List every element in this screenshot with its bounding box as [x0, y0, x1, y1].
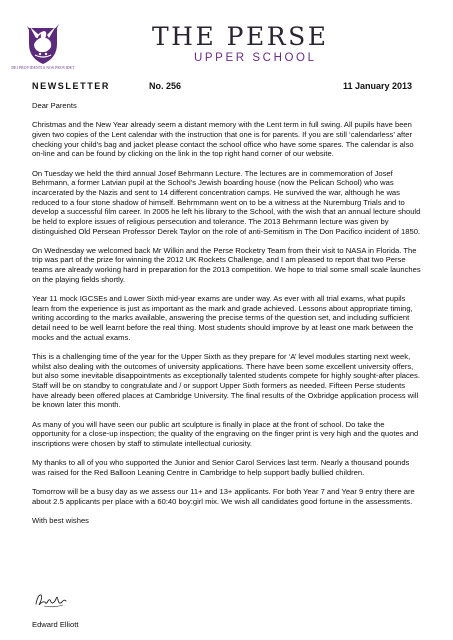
closing: With best wishes	[32, 516, 89, 526]
paragraph-mock-exams: Year 11 mock IGCSEs and Lower Sixth mid-year exams are under way. As ever with all trial exams, what pupils learn from the experience is just as important as the mark and grade achieved. Lessons about appropriate timing, writing according to the marks available, answering the precise terms of the question set, and including sufficient detail need to be well learnt before the real thing. Most students should improve by at least one mark between the mocks and the actual exams.	[32, 294, 414, 342]
paragraph-behrmann-lecture: On Tuesday we held the third annual Josef Behrmann Lecture. The lectures are in commemoration of Josef Behrmann, a former Latvian pupil at the School’s Jewish boarding house (now the Pelican School) who was incarcerated by the Nazis and sent to 14 different concentration camps. He survived the war, although he was reduced to a four stone shadow of himself. Behrmmann went on to be a witness at the Nuremburg Trials and to develop a successful film career. In 2005 he left his library to the School, with the wish that an annual lecture should be held to explore issues of religious persecution and tolerance. The 2013 Behrmann lecture was given by distinguished Old Persean Professor Derek Taylor on the role of anti-Semitism in The Don Pacifico incident of 1850.	[32, 168, 421, 236]
paragraph-sculpture: As many of you will have seen our public art sculpture is finally in place at the front of school. Do take the opportunity for a close-up inspection; the quality of the engraving on the finger print is very high and the quotes and inscriptions were chosen by staff to stimulate intellectual curiosity.	[32, 419, 419, 448]
paragraph-carol-services: My thanks to all of you who supported the Junior and Senior Carol Services last term. Nearly a thousand pounds was raised for the Red Balloon Leaning Centre in Cambridge to help support badly bullied children.	[32, 458, 410, 477]
paragraph-calendar: Christmas and the New Year already seem a distant memory with the Lent term in full swing. All pupils have been given two copies of the Lent calendar with the instruction that one is for parents. If you are still ‘calendarless’ after checking your child’s bag and jacket please contact the school office who have some spares. The calendar is also on-line and can be found by clicking on the link in the top right hand corner of our website.	[32, 120, 414, 159]
salutation: Dear Parents	[32, 101, 77, 110]
school-name: THE PERSE	[152, 22, 329, 51]
pelican-crest-icon	[22, 14, 64, 66]
newsletter-number: No. 256	[149, 81, 182, 91]
newsletter-info-line	[32, 81, 412, 93]
signatory-name: Edward Elliott	[32, 620, 79, 629]
crest-motto: DEI PROVIDENTIA NOS PROVIDET	[11, 66, 75, 70]
school-subtitle: UPPER SCHOOL	[194, 52, 317, 64]
signature	[33, 590, 69, 610]
paragraph-upper-sixth: This is a challenging time of the year for the Upper Sixth as they prepare for ‘A’ level modules starting next week, whilst also dealing with the outcomes of university applications. There have been some excellent university offers, but also some inevitable disappointments as exceptionally talented students compete for highly sought-after places. Staff will be on standby to congratulate and / or support Upper Sixth formers as needed. Fifteen Perse students have already been offered places at Cambridge University. The final results of the Oxbridge application process will be known later this month.	[32, 351, 420, 410]
newsletter-label: NEWSLETTER	[32, 81, 110, 91]
letter-body	[32, 101, 421, 535]
newsletter-date: 11 January 2013	[342, 81, 412, 91]
paragraph-admissions: Tomorrow will be a busy day as we assess our 11+ and 13+ applicants. For both Year 7 and Year 9 entry there are about 2.5 applicants per place with a 60:40 boy:girl mix. We wish all candidates good fortune in the assessments.	[32, 487, 415, 506]
paragraph-rocketry: On Wednesday we welcomed back Mr Wilkin and the Perse Rocketry Team from their visit to NASA in Florida. The trip was part of the prize for winning the 2012 UK Rockets Challenge, and I am pleased to report that two Perse teams are already working hard in preparation for the 2013 competition. We hope to trial some small scale launches on the playing fields shortly.	[32, 245, 421, 284]
